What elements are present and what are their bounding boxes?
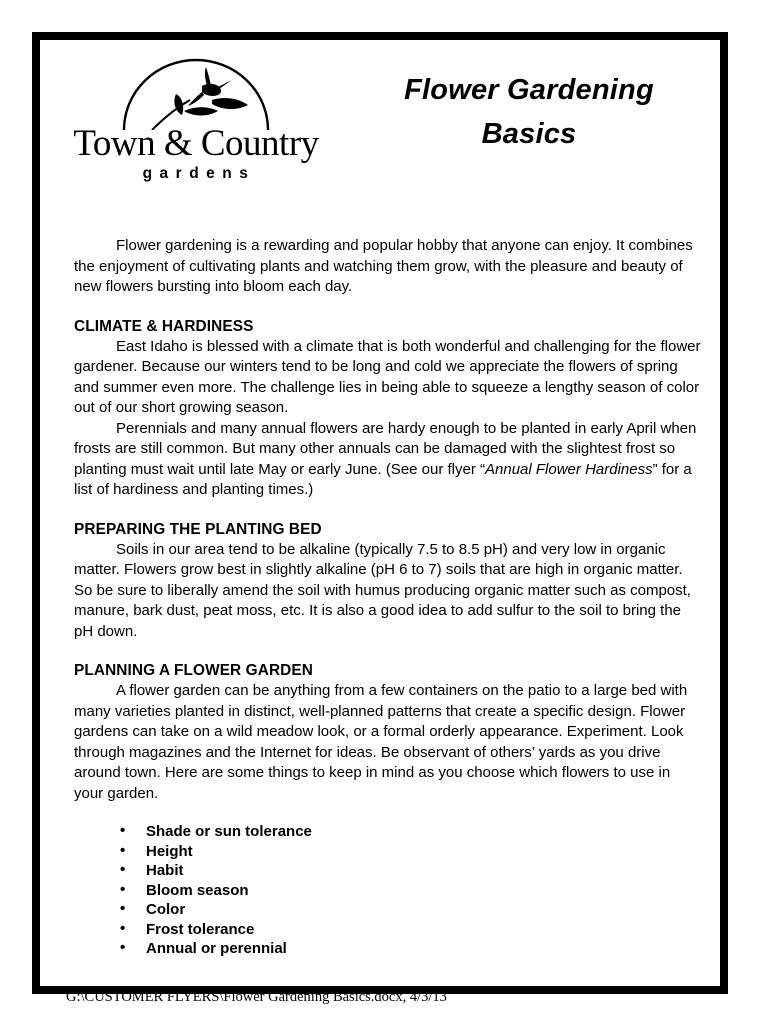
document-body [74, 236, 702, 959]
page-title [340, 68, 718, 156]
page-border-frame [32, 32, 728, 994]
climate-paragraph-2-part1: Perennials and many annual flowers are hardy enough to be planted in early April when frosts are still common. But many other annuals can be damaged with the slightest frost so planting must wait until late May or early June. (See our flyer “ [74, 419, 697, 478]
footer-file-path: G:\CUSTOMER FLYERS\Flower Gardening Basics.docx, 4/3/13 [66, 989, 447, 1005]
hummingbird-and-leaves-arc-icon [106, 56, 286, 130]
intro-paragraph: Flower gardening is a rewarding and popular hobby that anyone can enjoy. It combines the enjoyment of cultivating plants and watching them grow, with the pleasure and beauty of new flowers bursting into bloom each day. [74, 237, 693, 295]
section-heading-planning: PLANNING A FLOWER GARDEN [74, 662, 313, 679]
climate-paragraph-1: East Idaho is blessed with a climate that is both wonderful and challenging for the flower gardener. Because our winters tend to be long and cold we appreciate the flowers of spring and summer even more. The challenge lies in being able to squeeze a lengthy season of color out of our short growing season. [74, 337, 701, 416]
logo-wordmark: Town & Country [73, 123, 319, 164]
section-heading-preparing: PREPARING THE PLANTING BED [74, 520, 322, 538]
considerations-list [74, 822, 702, 958]
document-header [40, 40, 720, 210]
company-logo [66, 56, 326, 183]
page-content-area [40, 40, 720, 986]
list-item: • Shade or sun tolerance [120, 822, 702, 841]
list-item: • Bloom season [120, 881, 702, 900]
list-item: • Frost tolerance [120, 920, 702, 939]
climate-paragraph-2 [74, 419, 702, 501]
page-title-line-2: Basics [481, 118, 577, 150]
list-item: • Annual or perennial [120, 939, 702, 958]
list-item: • Height [120, 842, 702, 861]
list-item: • Habit [120, 861, 702, 880]
climate-paragraph-2-part2: ” for a list of hardiness and planting times.) [74, 460, 692, 498]
section-heading-climate: CLIMATE & HARDINESS [74, 317, 254, 335]
planning-paragraph-1: A flower garden can be anything from a few containers on the patio to a large bed with many varieties planted in distinct, well-planned patterns that create a specific design. Flower gardens can take on a wild meadow look, or a formal orderly appearance. Experiment. Look through magazines and the Internet for ideas. Be observant of others’ yards as you drive around town. Here are some things to keep in mind as you choose which flowers to use in your garden. [74, 682, 688, 802]
logo-subtitle: gardens [142, 165, 256, 182]
page-title-line-1: Flower Gardening [404, 74, 654, 106]
flyer-name-italic: Annual Flower Hardiness [485, 460, 653, 478]
list-item: • Color [120, 900, 702, 919]
preparing-paragraph-1: Soils in our area tend to be alkaline (typically 7.5 to 8.5 pH) and very low in organic matter. Flowers grow best in slightly alkaline (pH 6 to 7) soils that are high in organic matter. So be sure to liberally amend the soil with humus producing organic matter such as compost, manure, bark dust, peat moss, etc. It is also a good idea to add sulfur to the soil to bring the pH down. [74, 540, 691, 640]
